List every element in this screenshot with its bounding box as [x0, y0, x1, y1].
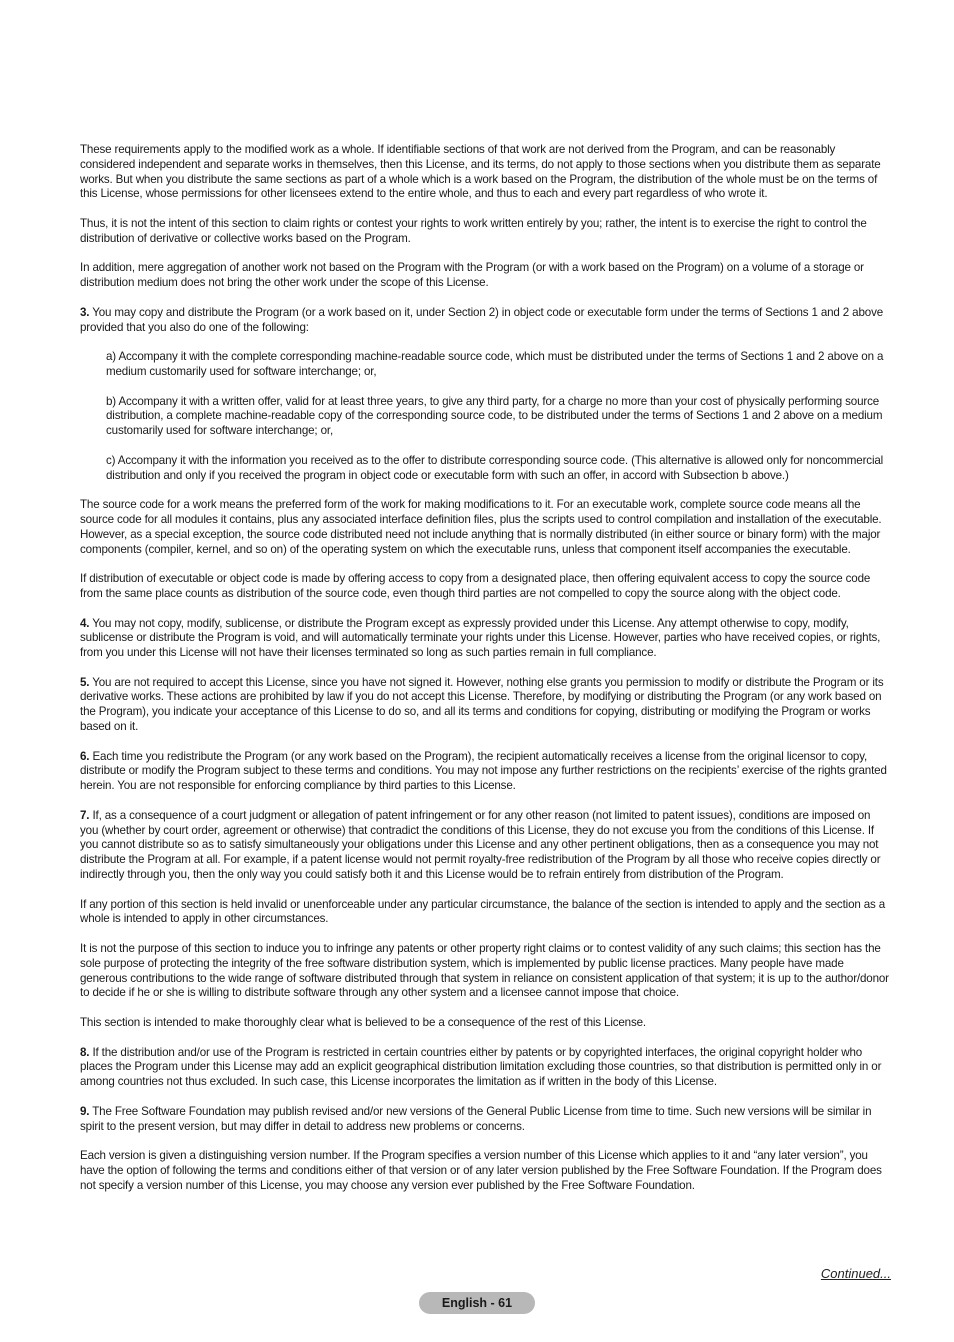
section-3: 3. You may copy and distribute the Program (or a work based on it, under Section 2) in object code or executable form under the terms of Sections 1 and 2 above provided that you also do one of the following:: [80, 305, 884, 334]
paragraph-intent: Thus, it is not the intent of this section to claim rights or contest your rights to work written entirely by you; rather, the intent is to exercise the right to control the distribution of derivative or collective works based on the Program.: [80, 216, 867, 245]
paragraph-modified-work: These requirements apply to the modified work as a whole. If identifiable sections of that work are not derived from the Program, and can be reasonably considered independent and separate works in themselves, then this License, and its terms, do not apply to those sections when you distribute them as separate works. But when you distribute the same sections as part of a whole which is a work based on the Program, the distribution of the whole must be on the terms of this License, whose permissions for other licensees extend to the entire whole, and thus to each and every part regardless of who wrote it.: [80, 143, 881, 201]
page-number-badge: English - 61: [419, 1292, 535, 1314]
section-6: 6. Each time you redistribute the Program (or any work based on the Program), the recipient automatically receives a license from the original licensor to copy, distribute or modify the Program subject to these terms and conditions. You may not impose any further restrictions on the recipients’ exercise of the rights granted herein. You are not responsible for enforcing compliance by third parties to this License.: [80, 749, 887, 793]
section-4: 4. You may not copy, modify, sublicense, or distribute the Program except as expressly provided under this License. Any attempt otherwise to copy, modify, sublicense or distribute the Program is void, and will automatically terminate your rights under this License. However, parties who have received copies, or rights, from you under this License will not have their licenses terminated so long as such parties remain in full compliance.: [80, 616, 881, 660]
section-9: 9. The Free Software Foundation may publish revised and/or new versions of the General Public License from time to time. Such new versions will be similar in spirit to the present version, but may differ in detail to address new problems or concerns.: [80, 1104, 872, 1133]
paragraph-invalid-portion: If any portion of this section is held invalid or unenforceable under any particular circumstance, the balance of the section is intended to apply and the section as a whole is intended to apply in other circumstances.: [80, 897, 886, 926]
section-number: 5.: [80, 675, 90, 689]
item-b: b) Accompany it with a written offer, valid for at least three years, to give any third party, for a charge no more than your cost of physically performing source distribution, a complete machine-readable copy of the corresponding source code, to be distributed under the terms of Sections 1 and 2 above on a medium customarily used for software interchange; or,: [106, 394, 883, 438]
continued-label: Continued...: [820, 1266, 891, 1281]
section-8: 8. If the distribution and/or use of the Program is restricted in certain countries either by patents or by copyrighted interfaces, the original copyright holder who places the Program under this License may add an explicit geographical distribution limitation excluding those countries, so that distribution is permitted only in or among countries not thus excluded. In such case, this License incorporates the limitation as if written in the body of this License.: [80, 1045, 882, 1089]
section-number: 6.: [80, 749, 90, 763]
paragraph-source-code: The source code for a work means the preferred form of the work for making modifications to it. For an executable work, complete source code means all the source code for all modules it contains, plus any associated interface definition files, plus the scripts used to control compilation and installation of the executable. However, as a special exception, the source code distributed need not include anything that is normally distributed (in either source or binary form) with the major components (compiler, kernel, and so on) of the operating system on which the executable runs, unless that component itself accompanies the executable.: [80, 498, 882, 556]
section-5: 5. You are not required to accept this License, since you have not signed it. However, nothing else grants you permission to modify or distribute the Program or its derivative works. These actions are prohibited by law if you do not accept this License. Therefore, by modifying or distributing the Program (or any work based on the Program), you indicate your acceptance of this License to do so, and all its terms and conditions for copying, distributing or modifying the Program or works based on it.: [80, 675, 884, 734]
item-c: c) Accompany it with the information you received as to the offer to distribute corresponding source code. (This alternative is allowed only for noncommercial distribution and only if you received the program in object code or executable form with such an offer, in accord with Subsection b above.): [106, 453, 884, 482]
paragraph-section-intent: This section is intended to make thoroughly clear what is believed to be a consequence of the rest of this License.: [80, 1016, 646, 1030]
paragraph-aggregation: In addition, mere aggregation of another work not based on the Program with the Program (or with a work based on the Program) on a volume of a storage or distribution medium does not bring the other work under the scope of this License.: [80, 261, 864, 290]
section-number: 3.: [80, 305, 90, 319]
section-number: 7.: [80, 808, 90, 822]
paragraph-patent-purpose: It is not the purpose of this section to induce you to infringe any patents or other property right claims or to contest validity of any such claims; this section has the sole purpose of protecting the integrity of the free software distribution system, which is implemented by public license practices. Many people have made generous contributions to the wide range of software distributed through that system in reliance on consistent application of that system; it is up to the author/donor to decide if he or she is willing to distribute software through any other system and a licensee cannot impose that choice.: [80, 942, 889, 1000]
section-number: 8.: [80, 1045, 90, 1059]
paragraph-distribution-access: If distribution of executable or object code is made by offering access to copy from a designated place, then offering equivalent access to copy the source code from the same place counts as distribution of the source code, even though third parties are not compelled to copy the source along with the object code.: [80, 572, 871, 600]
section-7: 7. If, as a consequence of a court judgment or allegation of patent infringement or for any other reason (not limited to patent issues), conditions are imposed on you (whether by court order, agreement or otherwise) that contradict the conditions of this License, they do not excuse you from the conditions of this License. If you cannot distribute so as to satisfy simultaneously your obligations under this License and any other pertinent obligations, then as a consequence you may not distribute the Program at all. For example, if a patent license would not permit royalty-free redistribution of the Program by all those who receive copies directly or indirectly through you, then the only way you could satisfy both it and this License would be to refrain entirely from distribution of the Program.: [80, 808, 881, 882]
item-a: a) Accompany it with the complete corresponding machine-readable source code, which must be distributed under the terms of Sections 1 and 2 above on a medium customarily used for software interchange; or,: [106, 350, 884, 378]
paragraph-version-number: Each version is given a distinguishing version number. If the Program specifies a version number of this License which applies to it and “any later version”, you have the option of following the terms and conditions either of that version or of any later version published by the Free Software Foundation. If the Program does not specify a version number of this License, you may choose any version ever published by the Free Software Foundation.: [80, 1149, 882, 1192]
section-number: 9.: [80, 1104, 90, 1118]
section-number: 4.: [80, 616, 90, 630]
license-text-body: [80, 143, 890, 1208]
